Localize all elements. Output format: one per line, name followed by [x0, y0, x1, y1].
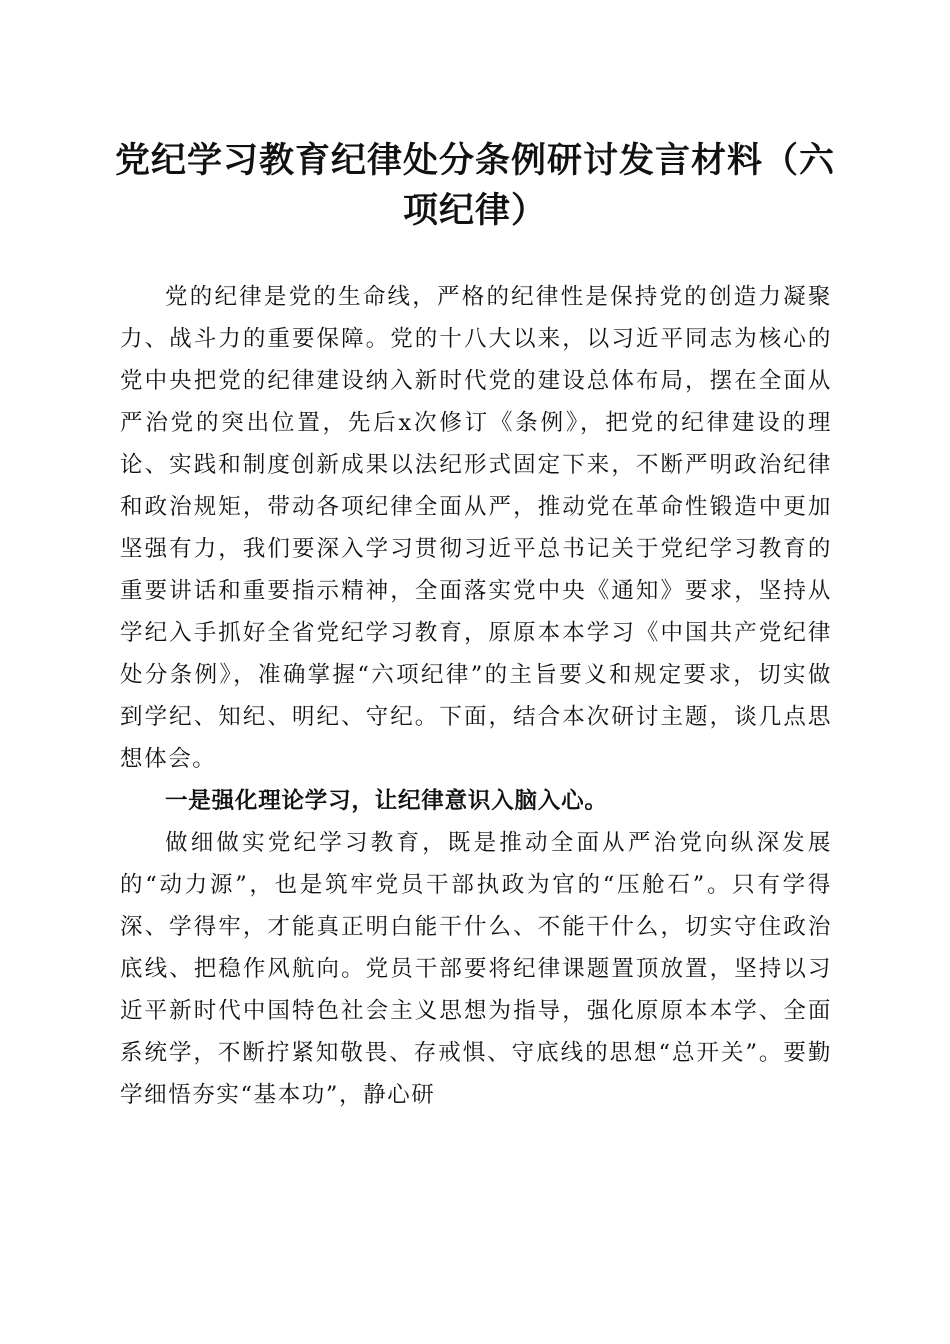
intro-paragraph: 党的纪律是党的生命线，严格的纪律性是保持党的创造力凝聚力、战斗力的重要保障。党的十八大以来，以习近平同志为核心的党中央把党的纪律建设纳入新时代党的建设总体布局，摆在全面从严治党的突出位置，先后x次修订《条例》，把党的纪律建设的理论、实践和制度创新成果以法纪形式固定下来，不断严明政治纪律和政治规矩，带动各项纪律全面从严，推动党在革命性锻造中更加坚强有力，我们要深入学习贯彻习近平总书记关于党纪学习教育的重要讲话和重要指示精神，全面落实党中央《通知》要求，坚持从学纪入手抓好全省党纪学习教育，原原本本学习《中国共产党纪律处分条例》，准确掌握“六项纪律”的主旨要义和规定要求，切实做到学纪、知纪、明纪、守纪。下面，结合本次研讨主题，谈几点思想体会。 — [120, 284, 832, 772]
section-heading: 一是强化理论学习，让纪律意识入脑入心。 — [165, 788, 608, 814]
document-title: 党纪学习教育纪律处分条例研讨发言材料（六项纪律） — [114, 141, 835, 231]
section-paragraph: 做细做实党纪学习教育，既是推动全面从严治党向纵深发展的“动力源”，也是筑牢党员干部执政为官的“压舱石”。只有学得深、学得牢，才能真正明白能干什么、不能干什么，切实守住政治底线、把稳作风航向。党员干部要将纪律课题置顶放置，坚持以习近平新时代中国特色社会主义思想为指导，强化原原本本学、全面系统学，不断拧紧知敬畏、存戒惧、守底线的思想“总开关”。要勤学细悟夯实“基本功”，静心研 — [120, 830, 832, 1108]
document-body — [120, 276, 832, 1116]
